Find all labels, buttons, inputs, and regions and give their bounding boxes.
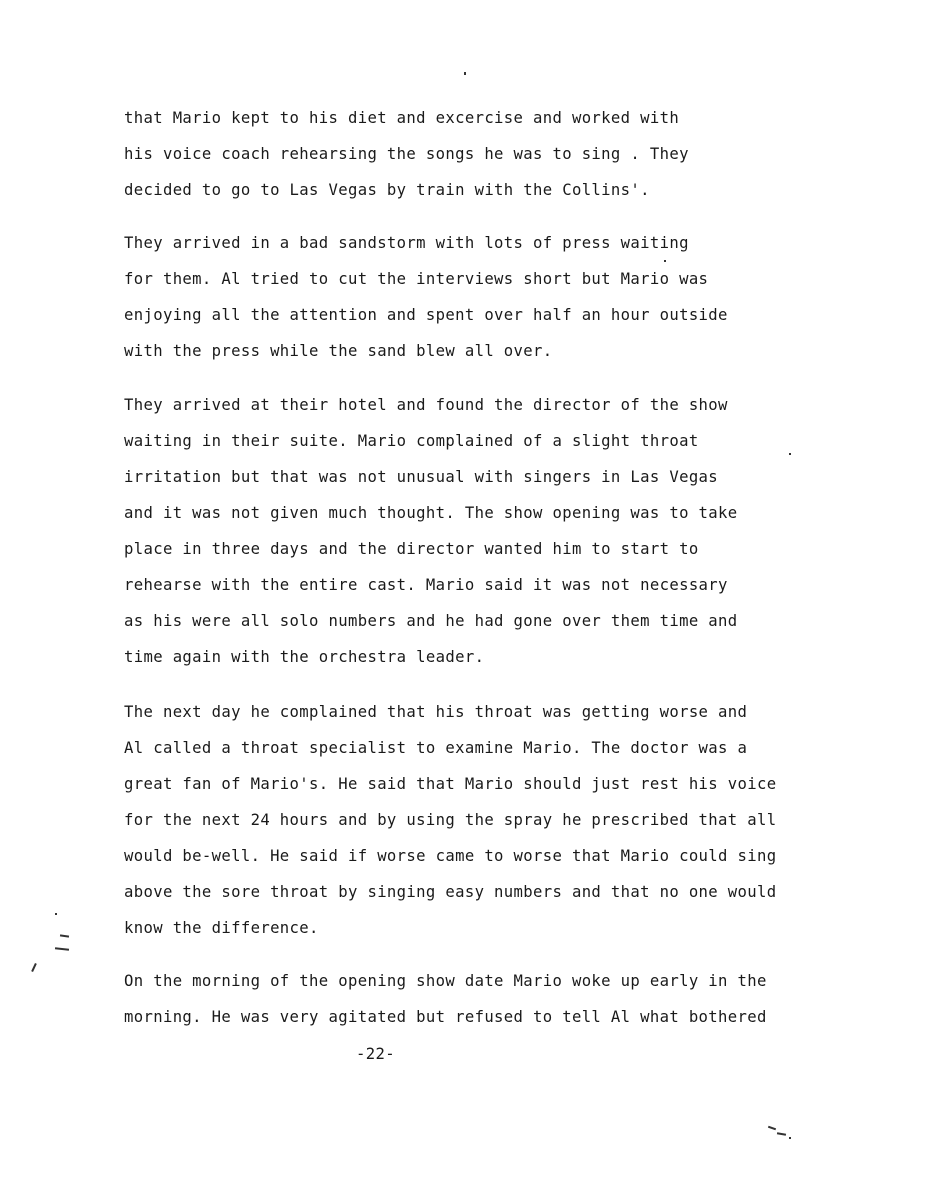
paragraph <box>124 963 767 1035</box>
text-line: know the difference. <box>124 919 319 937</box>
scan-mark <box>768 1126 776 1131</box>
text-line: as his were all solo numbers and he had gone over them time and <box>124 612 738 630</box>
text-line: for them. Al tried to cut the interviews short but Mario was <box>124 270 709 288</box>
text-line: with the press while the sand blew all over. <box>124 342 553 360</box>
text-line: irritation but that was not unusual with singers in Las Vegas <box>124 468 719 486</box>
text-line: decided to go to Las Vegas by train with the Collins'. <box>124 181 650 199</box>
page-number: -22- <box>356 1045 395 1063</box>
scan-speck <box>789 1137 791 1139</box>
text-line: time again with the orchestra leader. <box>124 648 485 666</box>
text-line: enjoying all the attention and spent over half an hour outside <box>124 306 728 324</box>
paragraph <box>124 694 776 946</box>
text-line: place in three days and the director wanted him to start to <box>124 540 699 558</box>
scan-mark <box>60 934 69 937</box>
text-line: that Mario kept to his diet and excercise and worked with <box>124 109 680 127</box>
text-line: for the next 24 hours and by using the spray he prescribed that all <box>124 811 777 829</box>
scan-speck <box>55 913 57 915</box>
scan-mark <box>31 963 37 972</box>
text-line: and it was not given much thought. The show opening was to take <box>124 504 738 522</box>
text-line: Al called a throat specialist to examine Mario. The doctor was a <box>124 739 748 757</box>
text-line: would be-well. He said if worse came to worse that Mario could sing <box>124 847 777 865</box>
text-line: They arrived at their hotel and found the director of the show <box>124 396 728 414</box>
scan-speck <box>789 453 791 455</box>
text-line: morning. He was very agitated but refused to tell Al what bothered <box>124 1008 767 1026</box>
scan-speck <box>464 72 466 75</box>
scan-mark <box>55 947 69 950</box>
scan-speck <box>664 260 666 262</box>
text-line: On the morning of the opening show date Mario woke up early in the <box>124 972 767 990</box>
text-line: his voice coach rehearsing the songs he was to sing . They <box>124 145 689 163</box>
text-line: great fan of Mario's. He said that Mario should just rest his voice <box>124 775 777 793</box>
paragraph <box>124 225 728 369</box>
text-line: They arrived in a bad sandstorm with lots of press waiting <box>124 234 689 252</box>
text-line: The next day he complained that his throat was getting worse and <box>124 703 748 721</box>
paragraph <box>124 100 689 208</box>
text-line: above the sore throat by singing easy numbers and that no one would <box>124 883 777 901</box>
text-line: rehearse with the entire cast. Mario said it was not necessary <box>124 576 728 594</box>
paragraph <box>124 387 738 675</box>
text-line: waiting in their suite. Mario complained of a slight throat <box>124 432 699 450</box>
scan-mark <box>777 1132 786 1136</box>
